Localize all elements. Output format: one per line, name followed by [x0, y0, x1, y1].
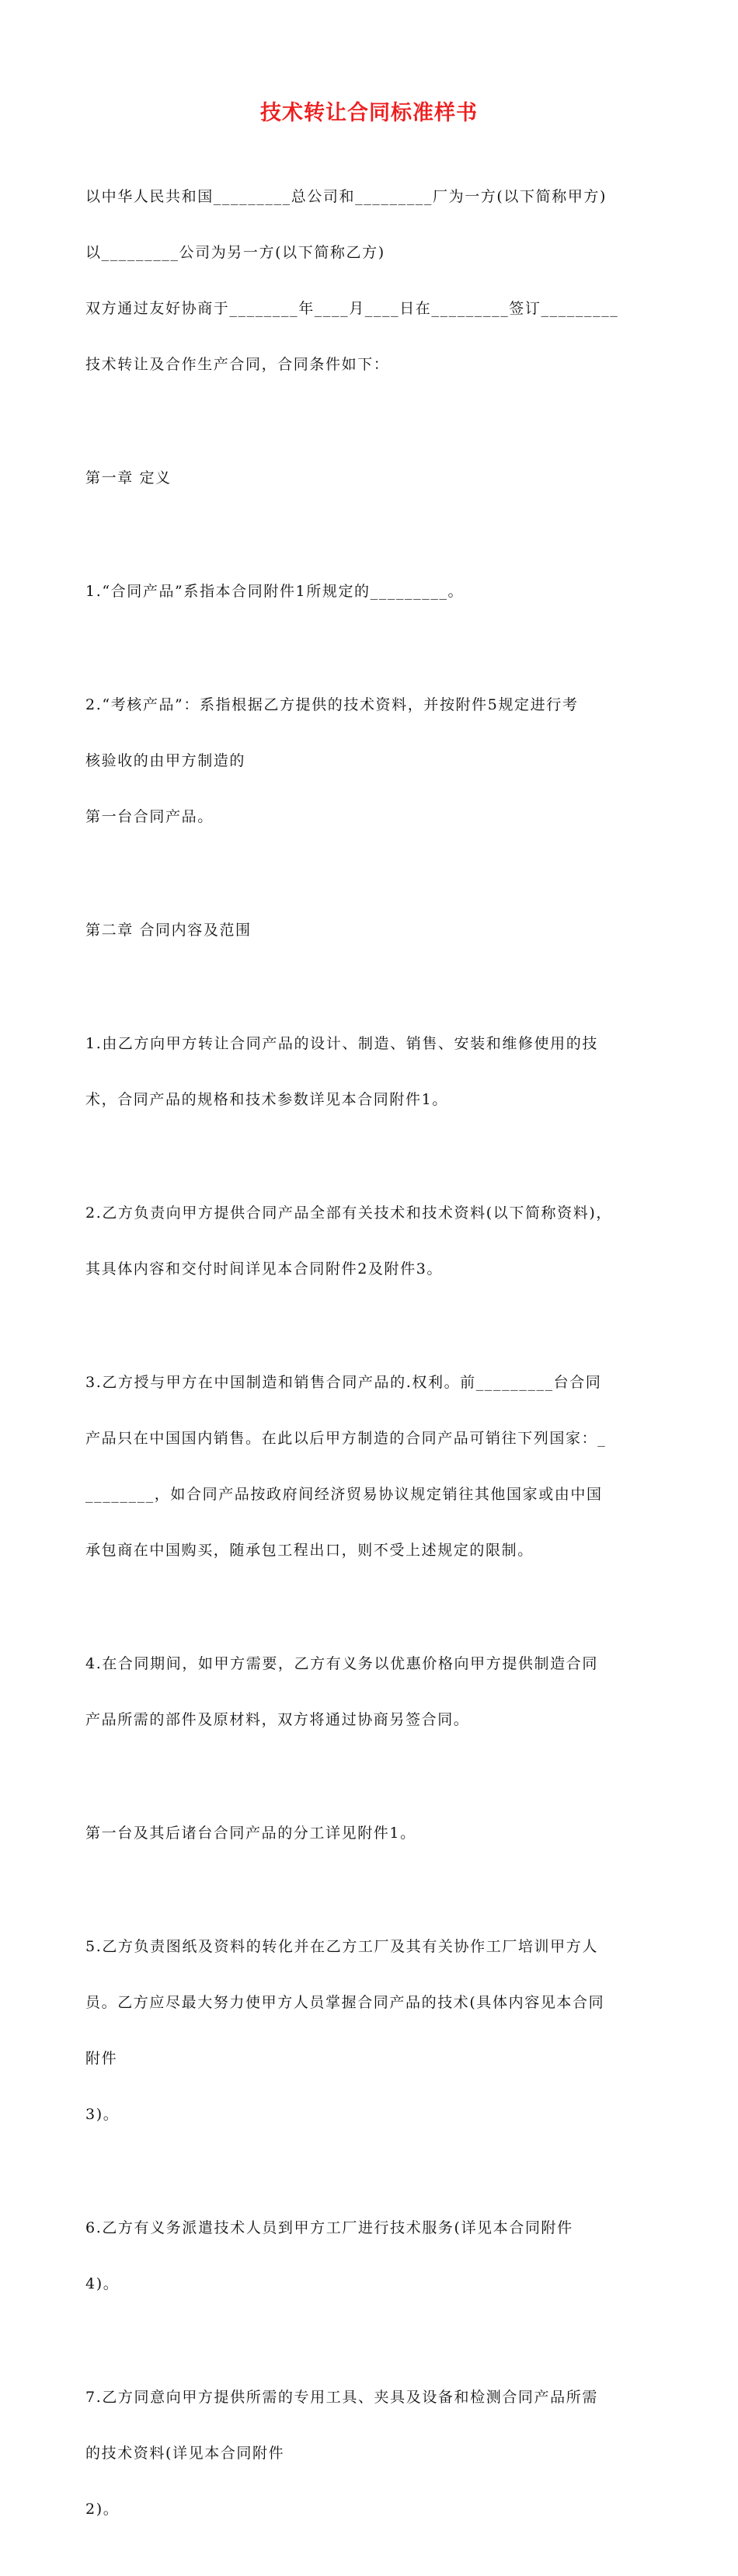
clause-line: 2)。 — [85, 2501, 120, 2518]
chapter-1-item-1 — [85, 545, 656, 638]
clause-line: 2.乙方负责向甲方提供合同产品全部有关技术和技术资料(以下简称资料)， — [85, 1204, 612, 1222]
clause-line: 3)。 — [85, 2106, 120, 2123]
clause-line: ________，如合同产品按政府间经济贸易协议规定销往其他国家或由中国 — [85, 1486, 603, 1503]
chapter-2-heading — [85, 884, 656, 977]
clause-line: 的技术资料(详见本合同附件 — [85, 2445, 285, 2462]
clause-line: 第一台合同产品。 — [85, 808, 214, 825]
clause-line: 承包商在中国购买，随承包工程出口，则不受上述规定的限制。 — [85, 1542, 534, 1559]
clause-line: 附件 — [85, 2050, 118, 2067]
clause-line: 产品只在中国国内销售。在此以后甲方制造的合同产品可销往下列国家：_ — [85, 1430, 607, 1447]
intro-line: 以_________公司为另一方(以下简称乙方) — [85, 244, 385, 261]
clause-line: 6.乙方有义务派遣技术人员到甲方工厂进行技术服务(详见本合同附件 — [85, 2219, 573, 2236]
clause-line: 术，合同产品的规格和技术参数详见本合同附件1。 — [85, 1091, 448, 1108]
clause-line: 7.乙方同意向甲方提供所需的专用工具、夹具及设备和检测合同产品所需 — [85, 2389, 598, 2406]
clause-line: 1.由乙方向甲方转让合同产品的设计、制造、销售、安装和维修使用的技 — [85, 1035, 598, 1052]
chapter-1-heading — [85, 431, 656, 525]
clause-line: 其具体内容和交付时间详见本合同附件2及附件3。 — [85, 1260, 443, 1278]
clause-line: 3.乙方授与甲方在中国制造和销售合同产品的.权利。前_________台合同 — [85, 1374, 602, 1391]
clause-line: 4.在合同期间，如甲方需要，乙方有义务以优惠价格向甲方提供制造合同 — [85, 1655, 598, 1672]
document-title: 技术转让合同标准样书 — [260, 101, 478, 125]
clause-line: 核验收的由甲方制造的 — [85, 752, 246, 769]
chapter-2-item-1 — [85, 997, 656, 1146]
clause-line: 5.乙方负责图纸及资料的转化并在乙方工厂及其有关协作工厂培训甲方人 — [85, 1938, 598, 1955]
intro-line: 双方通过友好协商于________年____月____日在_________签订_________ — [85, 300, 619, 317]
chapter-2-item-7 — [85, 2351, 656, 2556]
heading-text: 第二章 合同内容及范围 — [85, 922, 252, 939]
chapter-1-item-2 — [85, 658, 656, 863]
chapter-2-item-6 — [85, 2181, 656, 2330]
chapter-2-item-4 — [85, 1617, 656, 1766]
clause-line: 2.“考核产品”：系指根据乙方提供的技术资料，并按附件5规定进行考 — [85, 696, 579, 713]
clause-line: 第一台及其后诸台合同产品的分工详见附件1。 — [85, 1825, 416, 1842]
clause-line: 员。乙方应尽最大努力使甲方人员掌握合同产品的技术(具体内容见本合同 — [85, 1994, 605, 2011]
intro-paragraph — [85, 150, 656, 411]
clause-line: 1.“合同产品”系指本合同附件1所规定的_________。 — [85, 583, 465, 600]
chapter-2-item-3 — [85, 1336, 656, 1597]
clause-line: 4)。 — [85, 2275, 120, 2292]
intro-line: 以中华人民共和国_________总公司和_________厂为一方(以下简称甲方) — [85, 188, 607, 205]
chapter-2-item-5 — [85, 1900, 656, 2161]
chapter-2-item-2 — [85, 1166, 656, 1316]
chapter-2-note — [85, 1786, 656, 1880]
document-body — [85, 150, 656, 2576]
heading-text: 第一章 定义 — [85, 469, 172, 486]
intro-line: 技术转让及合作生产合同，合同条件如下： — [85, 356, 390, 373]
clause-line: 产品所需的部件及原材料，双方将通过协商另签合同。 — [85, 1711, 470, 1728]
